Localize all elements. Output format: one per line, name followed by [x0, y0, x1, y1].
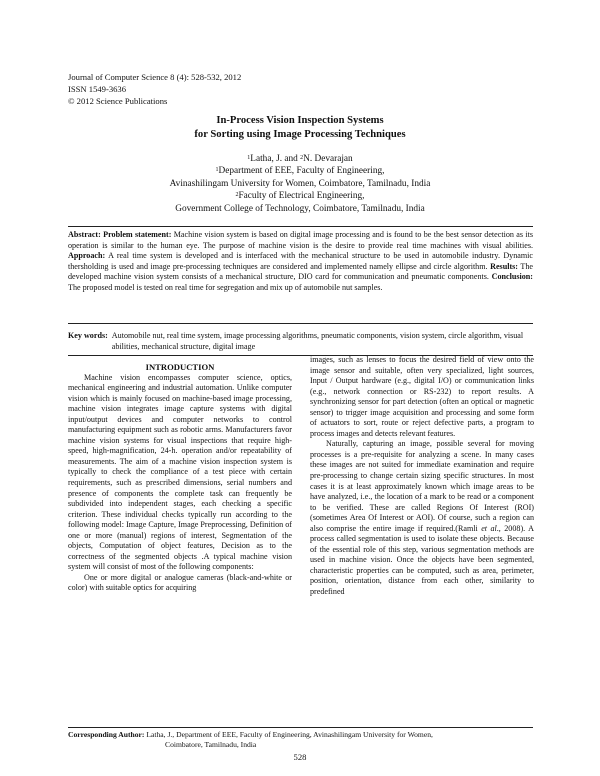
page-number: 528 — [293, 752, 307, 762]
corresponding-author — [68, 730, 533, 750]
journal-header — [68, 71, 241, 107]
affiliation-2-college: Government College of Technology, Coimbatore, Tamilnadu, India — [175, 203, 425, 214]
keywords — [68, 331, 533, 352]
title-line-2: for Sorting using Image Processing Techniques — [194, 129, 406, 140]
right-paragraph-2: Naturally, capturing an image, possible several for moving processes is a pre-requisite for analyzing a scene. In many cases these images are not suited for immediate examination and require pre-processing to change certain sizing specific structures. In most cases it is at least approximately known which image areas to be have analyzed, i.e., the location of a mark to be read or a component to be verified. These are called Regions Of Interest (ROI) (sometimes Area Of Interest or AOI). Of course, such a region can also comprise the entire image if required.(Ramli et al., 2008). A process called segmentation is used to isolate these objects. Because of the essential role of this step, various segmentation methods are used in machine vision. Once the objects have been segmented, characteristic properties can be computed, such as area, perimeter, position, orientation, distance from each other, similarity to predefined — [310, 439, 534, 597]
corresponding-label: Corresponding Author: — [68, 730, 145, 739]
journal-copyright: © 2012 Science Publications — [68, 96, 168, 106]
keywords-text: Automobile nut, real time system, image processing algorithms, pneumatic components, vision system, circle algorithm, visual abilities, mechanical structure, digital image — [111, 331, 524, 351]
author-names: $^1$Latha, J. and $^2$N. Devarajan — [247, 154, 353, 164]
left-column — [68, 362, 292, 594]
abstract-top-rule — [68, 226, 533, 227]
section-heading-introduction: INTRODUCTION — [145, 362, 215, 372]
intro-paragraph-2: One or more digital or analogue cameras (black-and-white or color) with suitable optics for acquiring — [68, 572, 292, 593]
footer-rule — [68, 727, 533, 728]
corresponding-line-1: Latha, J., Department of EEE, Faculty of Engineering, Avinashilingam University for Women, — [146, 730, 433, 739]
abstract: Abstract: Problem statement: Machine vision system is based on digital image processing and is found to be the best sensor detection as its operation is similar to the human eye. The purpose of machine vision is the desire to provide real time machines with visual abilities. Approach: A real time system is developed and is interfaced with the mechanical structure to be used in automobile industry. Dynamic thersholding is used and image pre-processing techniques are considered and implemented namely ellipse and circle algorithm. Results: The developed machine vision system consists of a mechanical structure, DIO card for communication and pneumatic components. Conclusion: The proposed model is tested on real time for segregation and mix up of automobile nut samples. — [68, 230, 534, 292]
abstract-bottom-rule — [68, 323, 533, 324]
title-line-1: In-Process Vision Inspection Systems — [216, 115, 384, 126]
affiliation-2-dept: $^2$Faculty of Electrical Engineering, — [235, 191, 365, 202]
paper-title — [0, 114, 600, 142]
corresponding-line-2: Coimbatore, Tamilnadu, India — [165, 740, 257, 749]
right-paragraph-1: images, such as lenses to focus the desired field of view onto the image sensor and suitable, often very specialized, light sources, Input / Output hardware (e.g., digital I/O) or communication links (e.g., network connection or RS-232) to report results. A synchronizing sensor for part detection (often an optical or magnetic sensor) to trigger image acquisition and processing and some form of actuators to sort, route or reject defective parts, a program to process images and detects relevant features. — [310, 355, 534, 438]
journal-issn: ISSN 1549-3636 — [68, 84, 127, 94]
author-block — [0, 153, 600, 215]
intro-paragraph-1: Machine vision encompasses computer science, optics, mechanical engineering and industrial automation. Unlike computer vision which is mainly focused on machine-based image processing, machine vision integrates image capture systems with digital input/output devices and computer networks to control manufacturing equipment such as robotic arms. Manufacturers favor machine vision systems for visual inspections that require high-speed, high-magnification, 24-h. operation and/or repeatability of measurements. The aim of a machine vision inspection system is typically to check the compliance of a test piece with certain requirements, such as prescribed dimensions, serial numbers and presence of components the complete task can frequently be subdivided into independent stages, each checking a specific criterion. These individual checks typically run according to the following model: Image Capture, Image Preprocessing, Definition of one or more (manual) regions of interest, Segmentation of the objects, Computation of object features, Decision as to the correctness of the segmented objects .A typical machine vision system will consist of most of the following components: — [68, 372, 292, 572]
affiliation-1-univ: Avinashilingam University for Women, Coimbatore, Tamilnadu, India — [169, 178, 431, 189]
journal-citation: Journal of Computer Science 8 (4): 528-532, 2012 — [68, 72, 242, 82]
affiliation-1-dept: $^1$Department of EEE, Faculty of Engineering, — [215, 166, 385, 177]
right-column — [310, 355, 534, 598]
keywords-label: Key words: — [68, 331, 108, 340]
